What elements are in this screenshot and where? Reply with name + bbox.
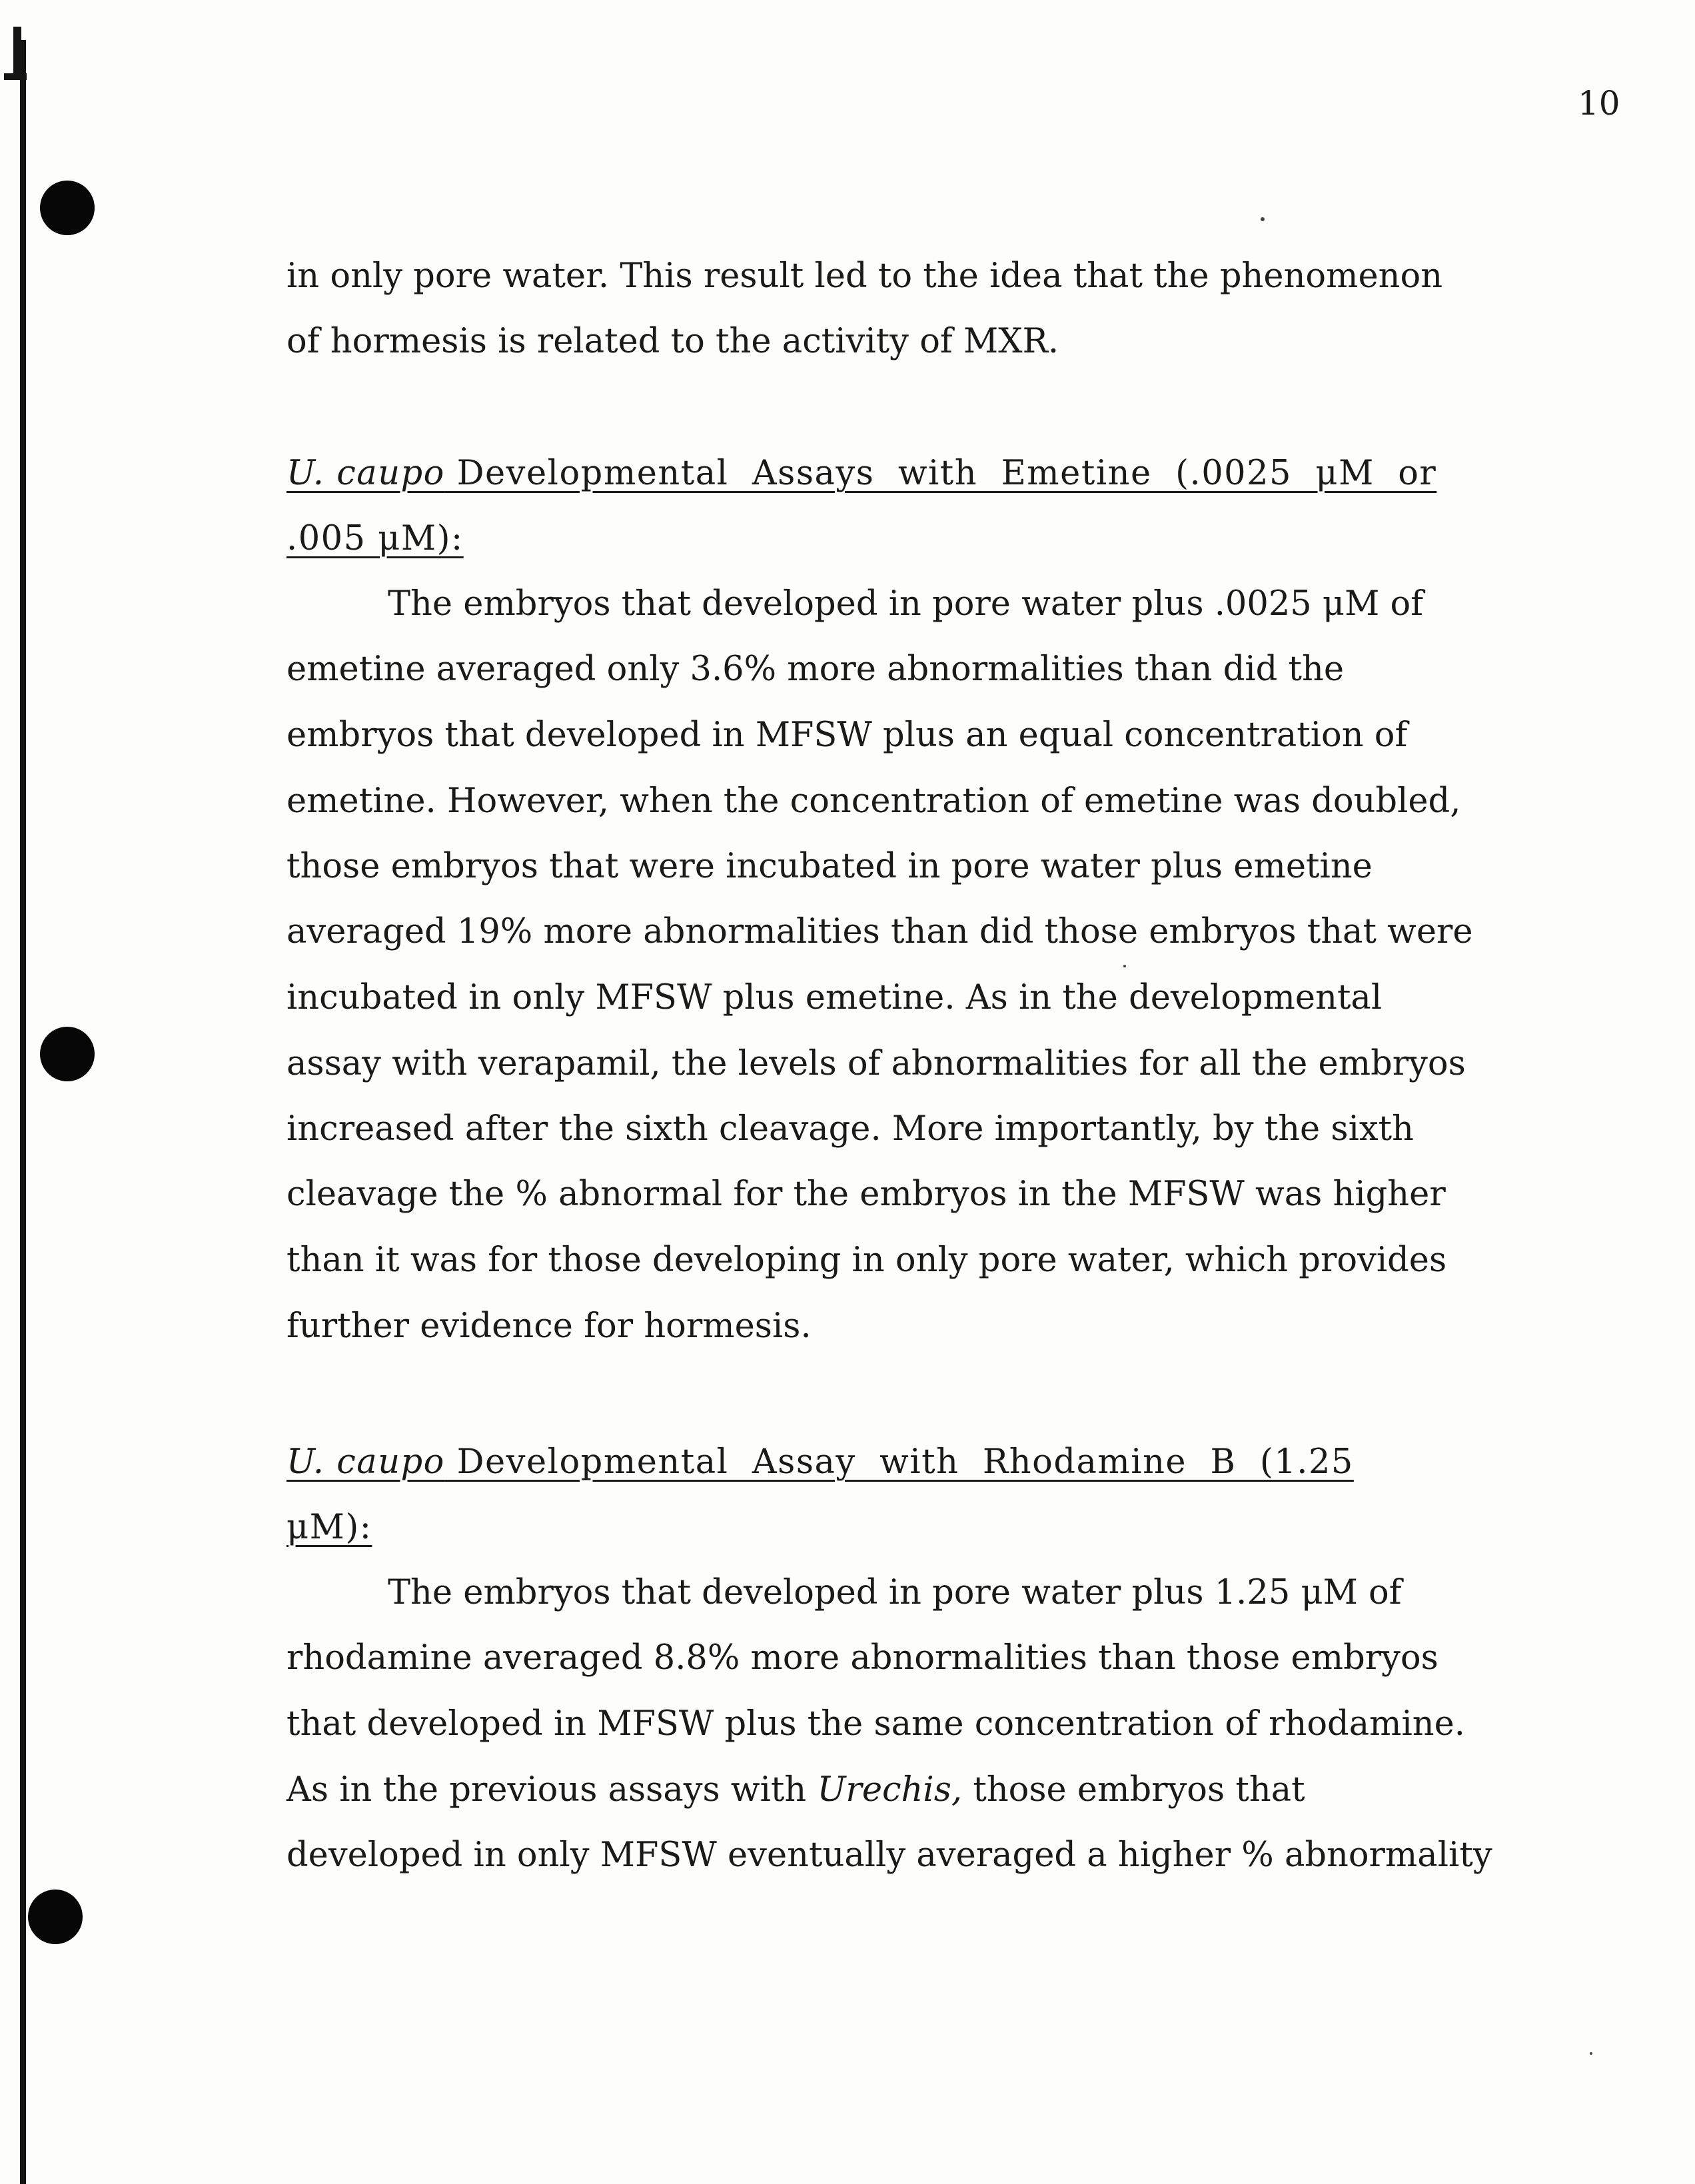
- paragraph-emetine-line-5: those embryos that were incubated in pore water plus emetine: [286, 847, 1373, 886]
- punch-hole-top: [40, 181, 95, 235]
- heading-emetine-line-1: [286, 450, 1436, 497]
- paragraph-rhodamine-line-4: [286, 1767, 1305, 1814]
- paragraph-emetine-line-12: further evidence for hormesis.: [286, 1307, 812, 1346]
- paragraph-emetine-line-10: cleavage the % abnormal for the embryos in the MFSW was higher: [286, 1175, 1446, 1214]
- paragraph-rhodamine-line-2: rhodamine averaged 8.8% more abnormalities than those embryos: [286, 1638, 1438, 1678]
- binder-edge: [20, 40, 26, 2184]
- heading-rhodamine-line-2: μM):: [286, 1508, 372, 1547]
- paragraph-emetine-line-11: than it was for those developing in only pore water, which provides: [286, 1241, 1447, 1280]
- paragraph-emetine-line-9: increased after the sixth cleavage. More importantly, by the sixth: [286, 1109, 1414, 1149]
- genus-urechis: Urechis,: [817, 1770, 963, 1810]
- heading-rhodamine-line-1: [286, 1439, 1354, 1486]
- scan-speck: [1123, 965, 1126, 967]
- paragraph-rhodamine-line-5: developed in only MFSW eventually averaged a higher % abnormality: [286, 1836, 1492, 1875]
- paragraph-emetine-line-6: averaged 19% more abnormalities than did those embryos that were: [286, 912, 1473, 951]
- scan-speck: [1590, 2052, 1592, 2055]
- heading-emetine-title: Developmental Assays with Emetine (.0025 μM or: [444, 454, 1437, 493]
- binder-edge-tick: [4, 73, 27, 80]
- punch-hole-middle: [40, 1027, 95, 1081]
- paragraph-emetine-line-7: incubated in only MFSW plus emetine. As in the developmental: [286, 978, 1383, 1017]
- heading-emetine-species: U. caupo: [286, 454, 445, 493]
- heading-emetine-line-2: .005 μM):: [286, 519, 464, 558]
- paragraph-emetine-line-1: The embryos that developed in pore water plus .0025 μM of: [388, 584, 1424, 624]
- scan-speck: [1261, 217, 1265, 221]
- paragraph-emetine-line-2: emetine averaged only 3.6% more abnormalities than did the: [286, 650, 1345, 689]
- heading-rhodamine-title: Developmental Assay with Rhodamine B (1.25: [444, 1442, 1354, 1482]
- paragraph-rhodamine-line-1: The embryos that developed in pore water plus 1.25 μM of: [388, 1573, 1402, 1612]
- paragraph-emetine-line-3: embryos that developed in MFSW plus an equal concentration of: [286, 716, 1408, 755]
- page-number: 10: [1578, 84, 1620, 123]
- paragraph-emetine-line-4: emetine. However, when the concentration of emetine was doubled,: [286, 782, 1461, 821]
- paragraph-top-line-2: of hormesis is related to the activity of MXR.: [286, 322, 1059, 361]
- paragraph-rhodamine-line-4-end: those embryos that: [962, 1770, 1305, 1810]
- paragraph-emetine-line-8: assay with verapamil, the levels of abnormalities for all the embryos: [286, 1044, 1466, 1083]
- paragraph-rhodamine-line-4-start: As in the previous assays with: [286, 1770, 818, 1810]
- punch-hole-bottom: [28, 1890, 83, 1944]
- heading-rhodamine-species: U. caupo: [286, 1442, 445, 1482]
- paragraph-rhodamine-line-3: that developed in MFSW plus the same concentration of rhodamine.: [286, 1704, 1466, 1744]
- paragraph-top-line-1: in only pore water. This result led to the idea that the phenomenon: [286, 257, 1443, 296]
